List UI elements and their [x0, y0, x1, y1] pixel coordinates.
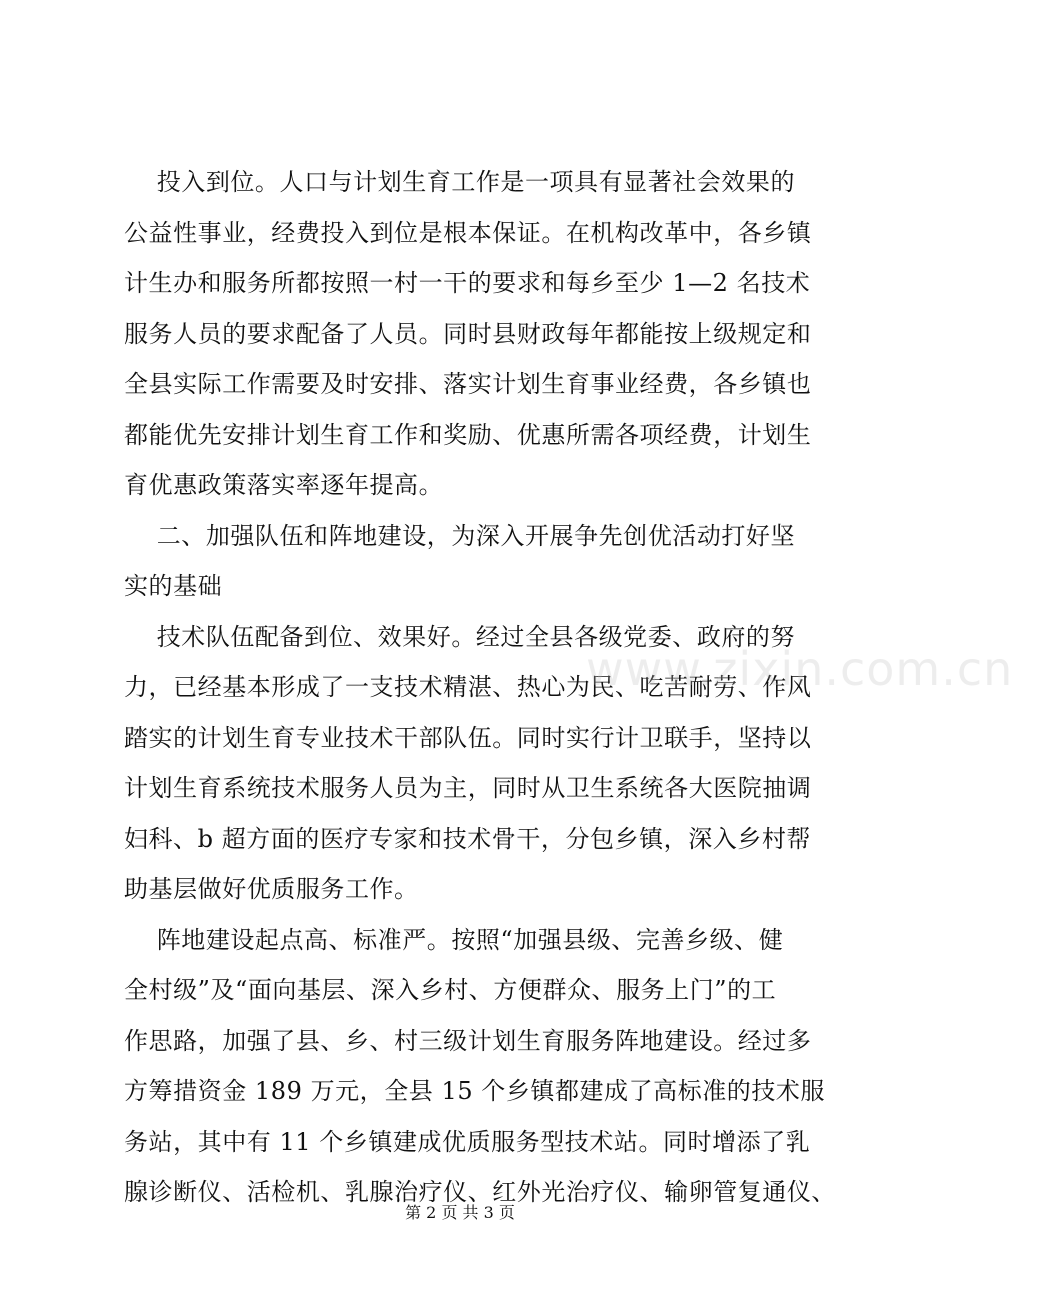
text-line: 计生办和服务所都按照一村一干的要求和每乡至少 1—2 名技术 [124, 269, 811, 297]
text-line: 技术队伍配备到位、效果好。经过全县各级党委、政府的努 [124, 623, 796, 651]
text-line: 公益性事业，经费投入到位是根本保证。在机构改革中，各乡镇 [124, 219, 812, 247]
text-line: 腺诊断仪、活检机、乳腺治疗仪、红外光治疗仪、输卵管复通仪、 [124, 1178, 836, 1206]
text-line: 育优惠政策落实率逐年提高。 [124, 471, 444, 499]
text-line: 力，已经基本形成了一支技术精湛、热心为民、吃苦耐劳、作风 [124, 673, 812, 701]
text-line: 妇科、b 超方面的医疗专家和技术骨干，分包乡镇，深入乡村帮 [124, 825, 811, 853]
page-footer: 第 2 页 共 3 页 [405, 1203, 515, 1222]
text-line: 全村级”及“面向基层、深入乡村、方便群众、服务上门”的工 [124, 976, 777, 1004]
watermark: www.zixin.com.cn [586, 642, 1014, 696]
section-heading-line: 二、加强队伍和阵地建设，为深入开展争先创优活动打好坚 [124, 522, 796, 550]
text-line: 务站，其中有 11 个乡镇建成优质服务型技术站。同时增添了乳 [124, 1128, 811, 1156]
text-line: 助基层做好优质服务工作。 [124, 875, 419, 903]
section-heading-line: 实的基础 [124, 572, 223, 600]
text-line: 全县实际工作需要及时安排、落实计划生育事业经费，各乡镇也 [124, 370, 812, 398]
text-line: 方筹措资金 189 万元，全县 15 个乡镇都建成了高标准的技术服 [124, 1077, 826, 1105]
text-line: 计划生育系统技术服务人员为主，同时从卫生系统各大医院抽调 [124, 774, 812, 802]
text-line: 服务人员的要求配备了人员。同时县财政每年都能按上级规定和 [124, 320, 812, 348]
text-line: 踏实的计划生育专业技术干部队伍。同时实行计卫联手，坚持以 [124, 724, 812, 752]
text-line: 都能优先安排计划生育工作和奖励、优惠所需各项经费，计划生 [124, 421, 812, 449]
text-line: 阵地建设起点高、标准严。按照“加强县级、完善乡级、健 [124, 926, 784, 954]
text-line: 作思路，加强了县、乡、村三级计划生育服务阵地建设。经过多 [124, 1027, 812, 1055]
text-line: 投入到位。人口与计划生育工作是一项具有显著社会效果的 [124, 168, 796, 196]
